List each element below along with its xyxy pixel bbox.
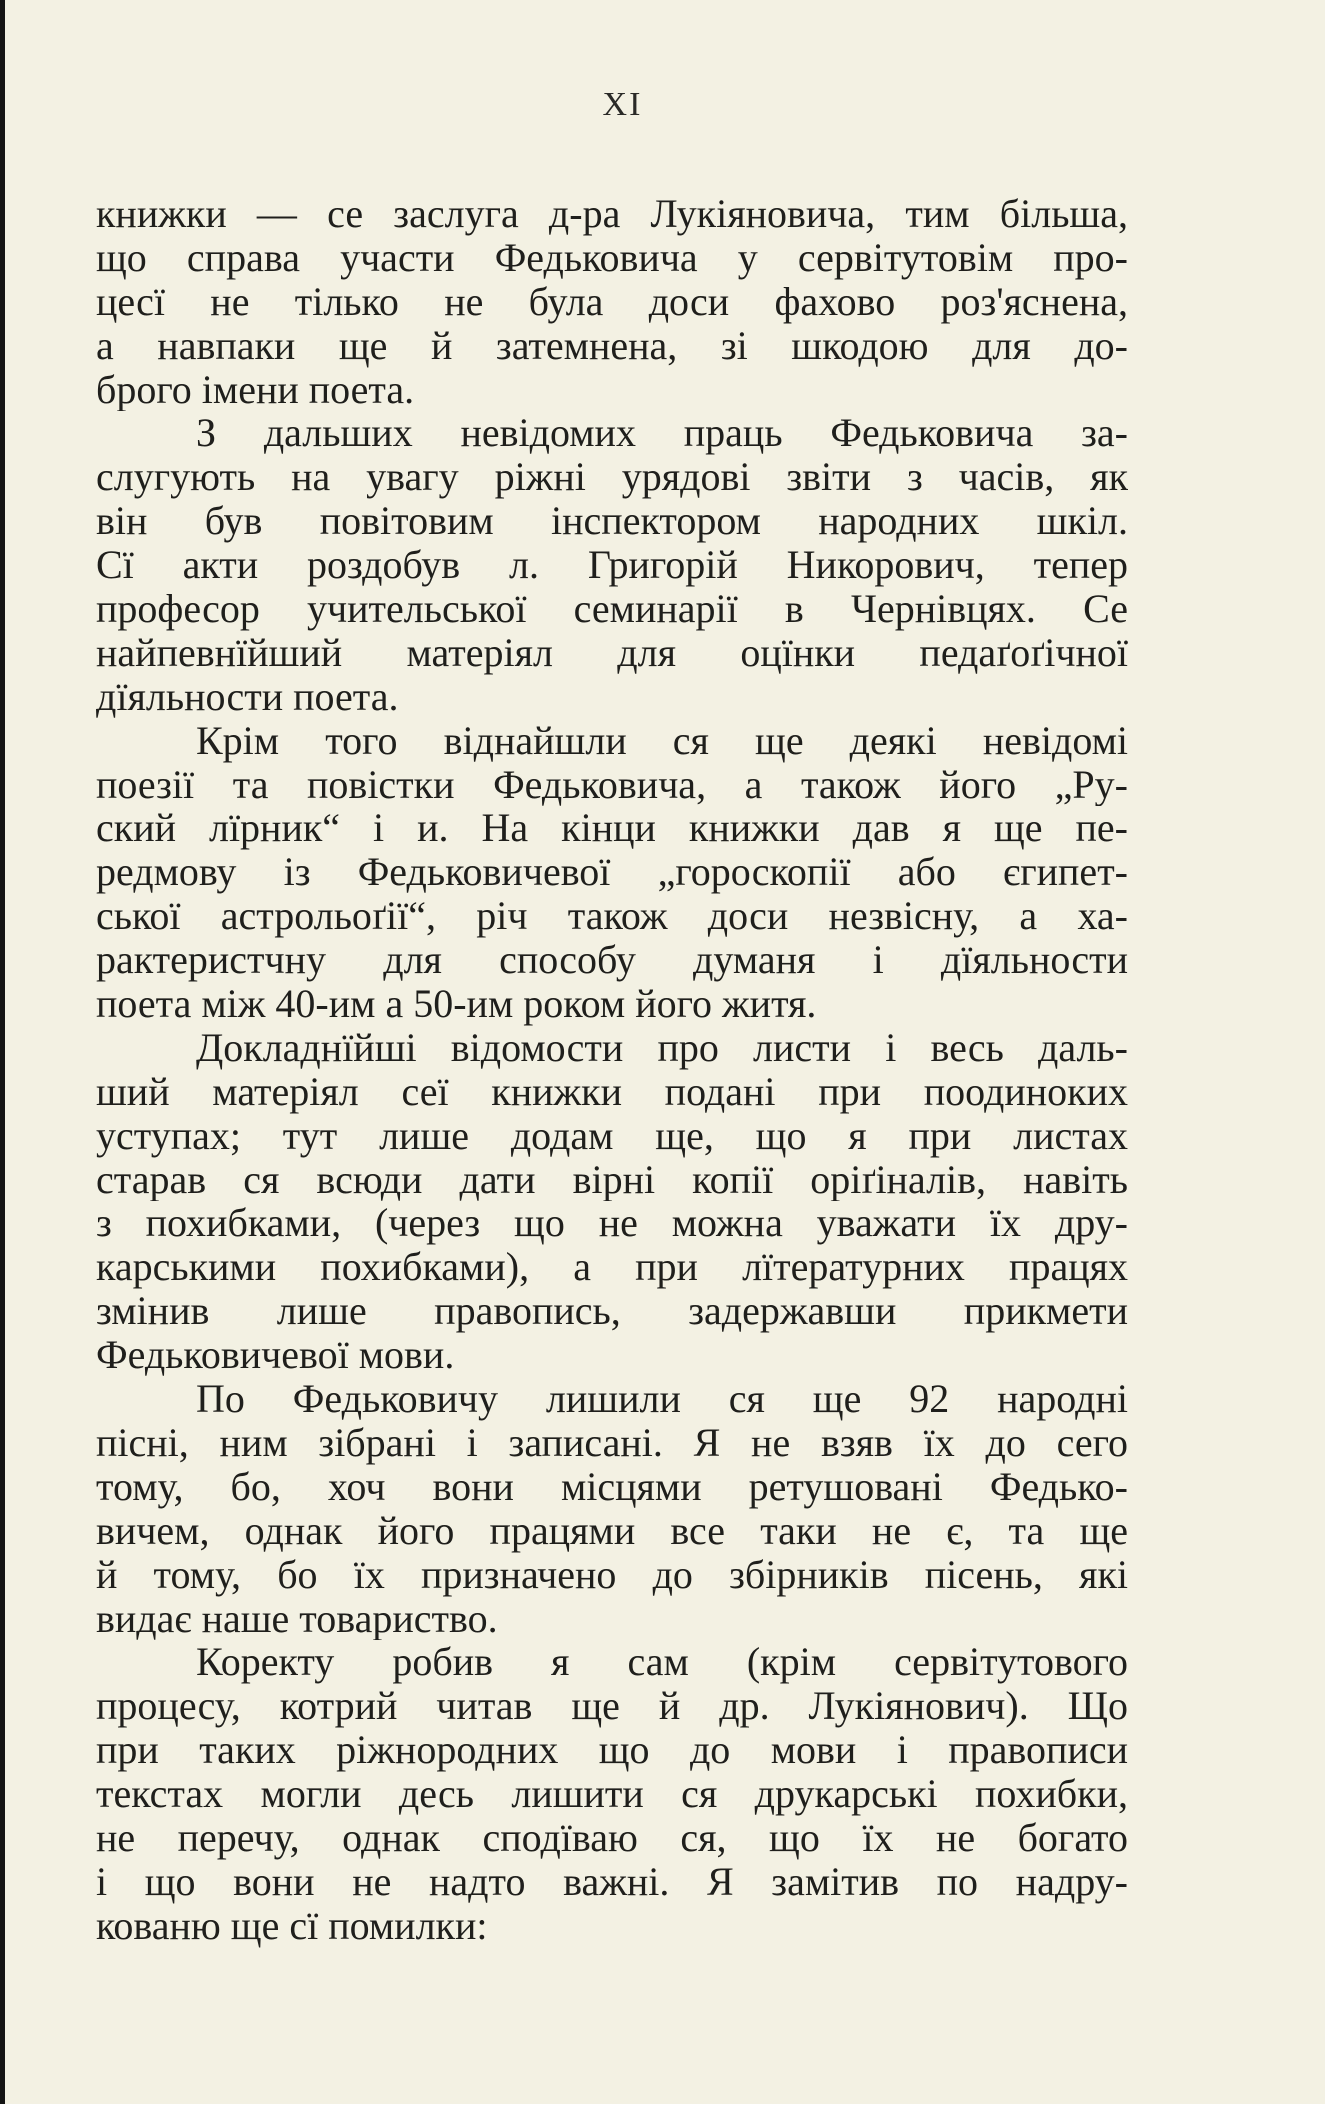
page-number: XI [602,86,643,123]
text-line: поезії та повістки Федьковича, а також його „Ру- [96,762,1128,807]
text-line: текстах могли десь лишити ся друкарські похибки, [96,1772,1128,1816]
text-line: пісні, ним зібрані і записані. Я не взяв їх до сего [96,1420,1128,1465]
text-line: видає наше товариство. [96,1596,498,1641]
text-line: при таких ріжнородних що до мови і правописи [96,1728,1128,1773]
text-line: уступах; тут лише додам ще, що я при листах [96,1113,1128,1158]
paragraph [96,192,1128,411]
paragraph [96,411,1128,718]
paragraph [96,719,1128,1026]
text-line: Докладнїйші відомости про листи і весь даль- [196,1025,1128,1070]
text-line: найпевнїйший матеріял для оцїнки педаґоґічної [96,630,1128,675]
text-line: що справа участи Федьковича у сервітутовім про- [96,235,1128,280]
text-line: поета між 40-им а 50-им роком його житя. [96,982,817,1026]
text-line: а навпаки ще й затемнена, зі шкодою для до- [96,323,1128,368]
text-line: він був повітовим інспектором народних шкіл. [96,499,1128,544]
text-line: й тому, бо їх призначено до збірників пісень, які [96,1552,1128,1597]
text-line: і що вони не надто важні. Я замітив по надру- [96,1859,1128,1904]
text-line: рактеристчну для способу думаня і дїяльности [96,938,1128,983]
body-text [96,192,1128,1948]
text-line: змінив лише правопись, задержавши прикмети [96,1289,1128,1334]
text-line: З дальших невідомих праць Федьковича за- [196,411,1128,456]
text-line: Сї акти роздобув л. Григорій Никорович, тепер [96,543,1128,588]
text-line: не перечу, однак сподїваю ся, що їх не богато [96,1815,1128,1860]
text-line: з похибками, (через що не можна уважати їх дру- [96,1201,1128,1246]
text-line: Федьковичевої мови. [96,1333,455,1378]
text-line: карськими похибками), а при лїтературних працях [96,1245,1128,1290]
text-line: книжки — се заслуга д-ра Лукіяновича, тим більша, [96,192,1128,236]
paragraph [96,1640,1128,1947]
paragraph [96,1377,1128,1640]
text-line: старав ся всюди дати вірні копії оріґіналів, навіть [96,1157,1128,1202]
text-line: По Федьковичу лишили ся ще 92 народні [196,1377,1128,1421]
text-line: ший матеріял сеї книжки подані при поодиноких [96,1069,1128,1114]
paragraph [96,1026,1128,1377]
book-spine-edge [0,0,5,2104]
text-line: брого імени поета. [96,367,415,412]
text-line: ської астрольоґії“, річ також доси незвісну, а ха- [96,894,1128,939]
text-line: редмову із Федьковичевої „гороскопії або єгипет- [96,850,1128,895]
text-line: вичем, однак його працями все таки не є, та ще [96,1508,1128,1553]
text-line: тому, бо, хоч вони місцями ретушовані Федько- [96,1464,1128,1509]
text-line: слугують на увагу ріжні урядові звіти з часів, як [96,455,1128,500]
text-line: Крім того віднайшли ся ще деякі невідомі [196,718,1128,763]
text-line: кованю ще сї помилки: [96,1903,488,1948]
text-line: цесї не тілько не була доси фахово роз'яснена, [96,279,1128,324]
text-line: процесу, котрий читав ще й др. Лукіянович). Що [96,1684,1128,1729]
text-line: професор учительської семинарії в Чернівцях. Се [96,587,1128,631]
text-line: ский лїрник“ і и. На кінци книжки дав я ще пе- [96,806,1128,851]
text-line: Коректу робив я сам (крім сервітутового [196,1640,1128,1685]
text-line: дїяльности поета. [96,674,399,719]
